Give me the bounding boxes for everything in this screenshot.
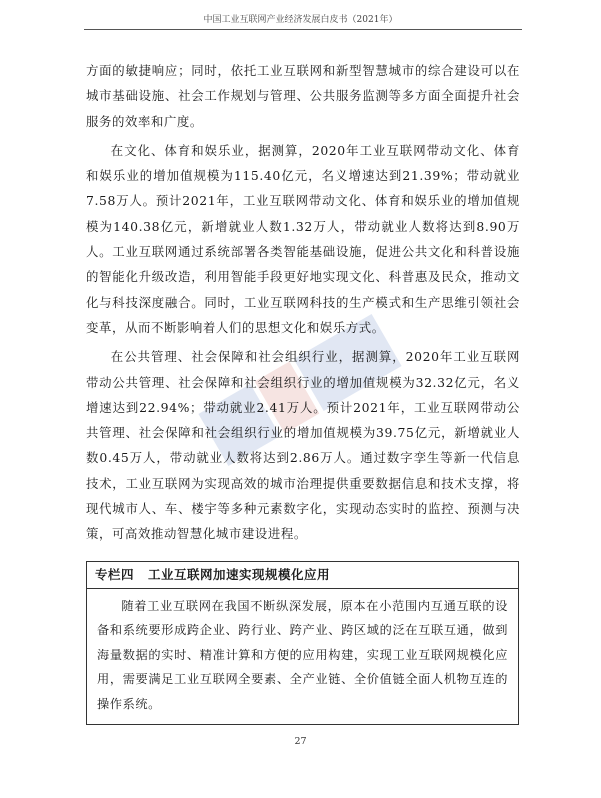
box-title: 工业互联网加速实现规模化应用 xyxy=(148,567,331,582)
paragraph-public-management: 在公共管理、社会保障和社会组织行业，据测算，2020年工业互联网带动公共管理、社会保障和社会组织行业的增加值规模为32.32亿元，名义增速达到22.94%；带动就业2.41万人。预计2021年，工业互联网带动公共管理、社会保障和社会组织行业的增加值规模为39.75亿元，新增就业人数0.45万人，带动就业人数将达到2.86万人。通过数字孪生等新一代信息技术，工业互联网为实现高效的城市治理提供重要数据信息和技术支撑，将现代城市人、车、楼宇等多种元素数字化，实现动态实时的监控、预测与决策，可高效推动智慧化城市建设进程。 xyxy=(86,349,520,542)
box-title-bar xyxy=(87,562,518,589)
page-number: 27 xyxy=(294,736,307,747)
box-body xyxy=(87,589,518,724)
header-rule xyxy=(84,29,522,30)
running-header: 中国工业互联网产业经济发展白皮书（2021年） xyxy=(203,15,398,25)
body-text xyxy=(86,58,520,551)
sidebar-box xyxy=(86,561,519,725)
box-paragraph: 随着工业互联网在我国不断纵深发展，原本在小范围内互通互联的设备和系统要形成跨企业、跨行业、跨产业、跨区域的泛在互联互通，做到海量数据的实时、精准计算和方便的应用构建，实现工业互联网规模化应用，需要满足工业互联网全要素、全产业链、全价值链全面人机物互连的操作系统。 xyxy=(97,599,508,711)
box-label: 专栏四 xyxy=(95,567,135,582)
paragraph-culture-sports: 在文化、体育和娱乐业，据测算，2020年工业互联网带动文化、体育和娱乐业的增加值规模为115.40亿元，名义增速达到21.39%；带动就业7.58万人。预计2021年，工业互联网带动文化、体育和娱乐业的增加值规模为140.38亿元，新增就业人数1.32万人，带动就业人数将达到8.90万人。工业互联网通过系统部署各类智能基础设施，促进公共文化和科普设施的智能化升级改造，利用智能手段更好地实现文化、科普惠及民众，推动文化与科技深度融合。同时，工业互联网科技的生产模式和生产思维引领社会变革，从而不断影响着人们的思想文化和娱乐方式。 xyxy=(86,142,520,335)
paragraph-continued: 方面的敏捷响应；同时，依托工业互联网和新型智慧城市的综合建设可以在城市基础设施、社会工作规划与管理、公共服务监测等多方面全面提升社会服务的效率和广度。 xyxy=(86,63,520,129)
